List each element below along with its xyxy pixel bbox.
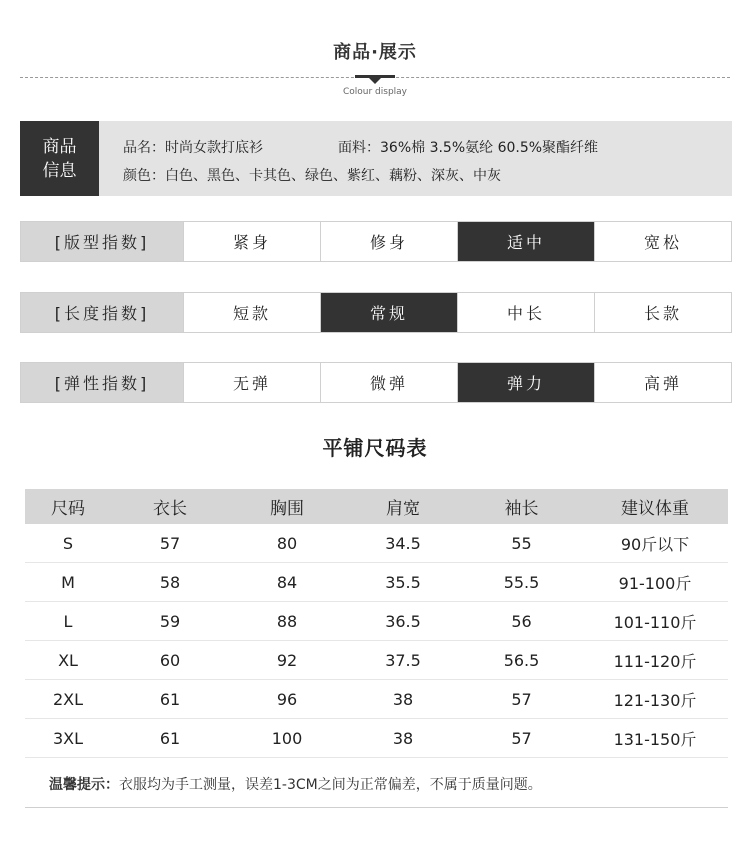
fit-option-regular: 适中 xyxy=(457,222,594,261)
cell-bust: 84 xyxy=(276,572,298,592)
product-fabric: 面料：36%棉 3.5%氨纶 60.5%聚酯纤维 xyxy=(338,140,599,156)
note-label: 温馨提示： xyxy=(49,777,119,793)
cell-size: S xyxy=(62,533,74,553)
size-table-header xyxy=(25,489,728,524)
cell-length: 61 xyxy=(159,689,181,709)
section-title: 商品·展示 xyxy=(333,42,417,63)
cell-weight: 91-100斤 xyxy=(618,573,692,593)
cell-size: 2XL xyxy=(52,689,84,709)
cell-shoulder: 36.5 xyxy=(385,611,421,631)
table-row xyxy=(25,563,728,602)
elasticity-option-slight: 微弹 xyxy=(320,363,457,402)
bottom-divider xyxy=(25,807,728,808)
elasticity-option-stretch: 弹力 xyxy=(457,363,594,402)
note-text: 衣服均为手工测量，误差1-3CM之间为正常偏差，不属于质量问题。 xyxy=(119,777,542,793)
cell-size: XL xyxy=(58,650,78,670)
cell-shoulder: 35.5 xyxy=(385,572,421,592)
cell-sleeve: 57 xyxy=(511,689,532,709)
cell-weight: 111-120斤 xyxy=(613,651,697,671)
length-option-short: 短款 xyxy=(183,293,320,332)
cell-sleeve: 55.5 xyxy=(503,572,540,592)
fit-index-row xyxy=(20,221,732,262)
header-length: 衣长 xyxy=(153,499,187,519)
cell-shoulder: 37.5 xyxy=(385,650,421,670)
cell-shoulder: 38 xyxy=(392,689,414,709)
size-table xyxy=(25,489,728,758)
cell-length: 61 xyxy=(159,728,181,748)
fit-option-loose: 宽松 xyxy=(594,222,731,261)
divider-pointer-icon xyxy=(369,78,381,84)
cell-bust: 92 xyxy=(276,650,298,670)
cell-weight: 121-130斤 xyxy=(613,690,697,710)
product-colors: 颜色：白色、黑色、卡其色、绿色、紫红、藕粉、深灰、中灰 xyxy=(123,168,501,184)
info-label-line2: 信息 xyxy=(42,160,77,181)
cell-shoulder: 38 xyxy=(392,728,414,748)
cell-bust: 88 xyxy=(276,611,298,631)
fit-option-tight: 紧身 xyxy=(183,222,320,261)
cell-length: 57 xyxy=(159,533,181,553)
cell-size: M xyxy=(61,572,75,592)
table-row xyxy=(25,602,728,641)
header-shoulder: 肩宽 xyxy=(386,499,420,519)
cell-length: 59 xyxy=(159,611,181,631)
cell-shoulder: 34.5 xyxy=(385,533,421,553)
info-label xyxy=(20,121,99,196)
length-index-row xyxy=(20,292,732,333)
length-option-medium: 中长 xyxy=(457,293,594,332)
table-row xyxy=(25,641,728,680)
header-bust: 胸围 xyxy=(270,499,304,519)
header-sleeve: 袖长 xyxy=(504,499,539,519)
product-info-box xyxy=(20,121,732,196)
length-option-standard: 常规 xyxy=(320,293,457,332)
cell-sleeve: 57 xyxy=(511,728,532,748)
cell-weight: 90斤以下 xyxy=(620,534,690,554)
header-weight: 建议体重 xyxy=(621,499,689,519)
table-row xyxy=(25,719,728,758)
cell-bust: 100 xyxy=(271,728,303,748)
cell-sleeve: 56.5 xyxy=(503,650,540,670)
cell-weight: 101-110斤 xyxy=(613,612,697,632)
cell-length: 60 xyxy=(159,650,181,670)
cell-sleeve: 56 xyxy=(511,611,532,631)
header-size: 尺码 xyxy=(51,499,85,519)
elasticity-option-high: 高弹 xyxy=(594,363,731,402)
cell-size: 3XL xyxy=(52,728,84,748)
product-name: 品名：时尚女款打底衫 xyxy=(123,140,263,156)
cell-length: 58 xyxy=(159,572,181,592)
elasticity-option-none: 无弹 xyxy=(183,363,320,402)
info-label-line1: 商品 xyxy=(42,136,77,157)
table-row xyxy=(25,524,728,563)
cell-bust: 96 xyxy=(276,689,298,709)
cell-bust: 80 xyxy=(276,533,298,553)
cell-size: L xyxy=(63,611,73,631)
measurement-note xyxy=(49,774,542,794)
elasticity-index-label: [弹性指数] xyxy=(21,363,183,402)
elasticity-index-row xyxy=(20,362,732,403)
table-row xyxy=(25,680,728,719)
fit-index-label: [版型指数] xyxy=(21,222,183,261)
section-subtitle: Colour display xyxy=(342,87,408,97)
length-index-label: [长度指数] xyxy=(21,293,183,332)
cell-weight: 131-150斤 xyxy=(613,729,697,749)
cell-sleeve: 55 xyxy=(511,533,532,553)
fit-option-slim: 修身 xyxy=(320,222,457,261)
length-option-long: 长款 xyxy=(594,293,731,332)
size-table-title: 平铺尺码表 xyxy=(322,436,428,460)
